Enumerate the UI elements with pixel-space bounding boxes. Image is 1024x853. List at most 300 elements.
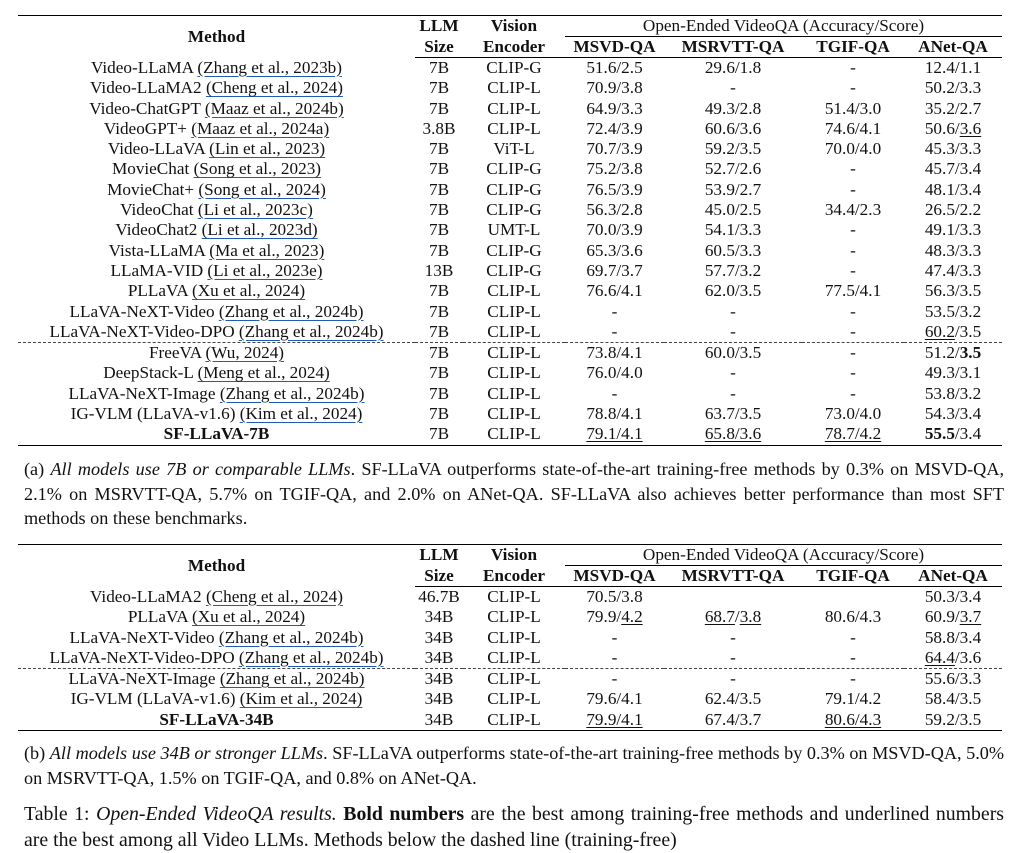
method-name: Vista-LLaMA [108,240,205,260]
method-name-ours: SF-LLaVA-7B [18,424,415,445]
msvd-qa-cell: - [611,321,618,341]
anet-qa-cell: 50.3/3.4 [924,587,982,606]
method-cell [18,343,415,364]
tgif-qa-cell: - [850,363,856,383]
method-cell [18,261,415,281]
msvd-best-value: 79.1/4.1 [586,424,643,444]
vision-encoder-cell: CLIP-L [487,78,541,98]
msrvtt-qa-cell: 29.6/1.8 [704,58,762,77]
tgif-qa-cell: - [850,627,856,647]
llm-size-cell: 7B [428,301,450,321]
anet-qa-cell [904,343,1002,364]
msvd-score-best: 4.2 [621,607,643,627]
method-cell [18,628,415,648]
anet-qa-cell [904,322,1002,343]
msvd-accuracy: 79.9/ [586,607,622,627]
vision-encoder-cell: CLIP-L [463,710,565,731]
vision-encoder-cell: CLIP-L [487,321,541,341]
method-cell [18,404,415,424]
msvd-qa-cell: 72.4/3.9 [586,118,643,138]
table-row [18,669,1002,690]
vision-encoder-cell: CLIP-G [486,200,542,220]
method-cell [18,669,415,690]
anet-qa-cell: 45.3/3.3 [924,139,982,159]
anet-qa-cell: 49.1/3.3 [924,220,982,240]
tgif-best-value: 78.7/4.2 [824,424,882,444]
msrvtt-qa-cell: 45.0/2.5 [704,200,762,220]
tgif-qa-cell: - [802,343,904,364]
table-row [18,607,1002,627]
llm-size-cell: 7B [428,281,450,301]
anet-qa-cell: 58.4/3.5 [924,689,982,709]
method-name: VideoChat [120,200,194,220]
msvd-qa-cell: 70.7/3.9 [586,139,643,159]
method-name: Video-LLaMA2 [90,586,202,606]
msrvtt-qa-header: MSRVTT-QA [664,37,802,58]
msvd-qa-cell: - [611,627,618,647]
vision-encoder-cell: CLIP-L [487,647,541,667]
msrvtt-qa-cell: - [664,669,802,690]
llm-size-cell: 7B [428,363,450,383]
llm-size-cell: 7B [428,98,450,118]
vision-encoder-cell: CLIP-L [487,607,541,627]
method-name: LLaMA-VID [110,260,204,280]
tgif-qa-cell: - [850,58,856,77]
tgif-qa-cell [802,424,904,445]
msvd-qa-cell: - [611,383,618,403]
vision-encoder-cell: ViT-L [493,139,535,159]
caption-b-italic: All models use 34B or stronger LLMs [49,743,324,763]
llm-size-cell: 7B [428,220,450,240]
llm-size-cell: 34B [424,647,454,667]
msvd-qa-cell: 76.5/3.9 [586,179,643,199]
vision-encoder-cell: CLIP-L [487,363,541,383]
anet-qa-cell: 53.5/3.2 [924,301,982,321]
tgif-best-value: 80.6/4.3 [824,709,882,729]
method-name-ours: SF-LLaVA-34B [18,710,415,731]
llm-size-cell: 7B [428,404,450,424]
table-row [18,363,1002,383]
method-name: IG-VLM (LLaVA-v1.6) [70,404,236,424]
tgif-qa-cell: 77.5/4.1 [824,281,882,301]
citation-link[interactable]: (Zhang et al., 2024b) [219,669,365,689]
msvd-qa-cell: 70.0/3.9 [586,220,643,240]
msrvtt-qa-cell: 60.6/3.6 [704,118,762,138]
table-caption-italic: Open-Ended VideoQA results. [96,803,337,825]
vision-encoder-cell: CLIP-L [487,281,541,301]
llm-size-cell: 7B [428,240,450,260]
tgif-qa-cell: - [850,301,856,321]
llm-size-cell: 34B [415,669,463,690]
table-row [18,159,1002,179]
msvd-qa-header: MSVD-QA [565,37,664,58]
tgif-qa-cell: - [850,260,856,280]
citation-link[interactable]: (Li et al., 2023d) [201,220,318,240]
msvd-qa-cell [565,424,664,445]
anet-qa-cell [904,424,1002,445]
tgif-qa-cell [802,710,904,731]
anet-score-best: 3.7 [959,607,982,627]
llm-size-cell: 34B [424,627,454,647]
caption-b [24,741,1004,790]
msrvtt-qa-cell: - [730,647,736,667]
msrvtt-qa-cell: 59.2/3.5 [704,139,762,159]
msvd-qa-cell: - [611,301,618,321]
msvd-qa-cell: 78.8/4.1 [586,404,643,424]
citation-link[interactable]: (Meng et al., 2024) [197,363,330,383]
vision-encoder-cell: CLIP-L [487,404,541,424]
anet-qa-cell [904,607,1002,627]
tgif-qa-cell: 79.1/4.2 [824,689,882,709]
tgif-qa-header: TGIF-QA [802,566,904,587]
tgif-qa-cell: 34.4/2.3 [824,200,882,220]
method-cell [18,363,415,383]
method-name: FreeVA [148,343,202,363]
anet-qa-cell: 53.8/3.2 [924,383,982,403]
msvd-qa-cell: - [611,647,618,667]
method-cell [18,200,415,220]
llm-size-cell: 34B [424,607,454,627]
tgif-qa-cell: 73.0/4.0 [824,404,882,424]
method-cell [18,139,415,159]
msvd-qa-cell: 70.5/3.8 [586,587,643,606]
tgif-qa-cell: - [850,159,856,179]
tgif-qa-cell: - [850,78,856,98]
anet-qa-cell [904,648,1002,669]
msrvtt-score-best: 3.8 [739,607,762,627]
llm-size-cell: 7B [428,139,450,159]
msrvtt-qa-cell: 63.7/3.5 [704,404,762,424]
msvd-qa-cell: 76.0/4.0 [586,363,643,383]
llm-size-cell: 7B [428,159,450,179]
llm-size-cell: 7B [428,200,450,220]
citation-link[interactable]: (Xu et al., 2024) [192,607,306,627]
vision-encoder-cell: CLIP-L [487,689,541,709]
citation-link[interactable]: (Wu, 2024) [205,343,285,363]
method-name: MovieChat+ [107,179,195,199]
llm-size-cell: 13B [424,260,454,280]
anet-qa-cell [904,119,1002,139]
table-caption [24,801,1004,853]
llm-size-cell: 3.8B [422,118,456,138]
table-caption-bold: Bold numbers [343,803,465,825]
msrvtt-qa-cell [664,607,802,627]
msrvtt-accuracy-best: 68.7 [704,607,735,627]
vision-encoder-cell: CLIP-G [486,260,542,280]
anet-qa-cell: 59.2/3.5 [904,710,1002,731]
anet-score: /3.6 [954,647,982,667]
vision-encoder-header-line1: Vision [463,545,565,566]
anet-qa-cell: 35.2/2.7 [924,98,982,118]
tgif-qa-cell: 70.0/4.0 [824,139,882,159]
method-cell [18,302,415,322]
anet-accuracy: 60.9/ [924,607,960,627]
citation-link[interactable]: (Li et al., 2023e) [207,260,323,280]
method-name: Video-LLaMA2 [90,78,202,98]
citation-link[interactable]: (Ma et al., 2023) [209,240,325,260]
anet-score: /3.5 [954,321,982,341]
llm-size-cell: 7B [428,383,450,403]
vision-encoder-cell: CLIP-G [486,240,542,260]
anet-qa-cell: 54.3/3.4 [924,404,982,424]
llm-size-header-line2: Size [415,37,463,58]
vision-encoder-cell: CLIP-L [463,424,565,445]
msrvtt-qa-header: MSRVTT-QA [664,566,802,587]
msrvtt-qa-cell [664,587,802,608]
method-name: LLaVA-NeXT-Video-DPO [49,647,235,667]
anet-score: /3.4 [954,424,982,444]
anet-score-best: 3.6 [959,118,982,138]
vision-encoder-cell: CLIP-L [487,301,541,321]
vision-encoder-cell: CLIP-G [486,179,542,199]
table-row [18,281,1002,301]
caption-a-italic: All models use 7B or comparable LLMs [50,459,351,479]
vision-encoder-header-line2: Encoder [463,37,565,58]
tgif-qa-cell [802,587,904,608]
caption-b-prefix: (b) [24,743,50,763]
videoqa-group-header: Open-Ended VideoQA (Accuracy/Score) [565,545,1002,566]
llm-size-cell: 7B [428,321,450,341]
method-name: IG-VLM (LLaVA-v1.6) [70,689,236,709]
msvd-best-value: 79.9/4.1 [586,709,643,729]
method-cell [18,78,415,98]
table-row [18,119,1002,139]
anet-accuracy-best: 55.5 [924,424,955,444]
citation-link[interactable]: (Song et al., 2023) [193,159,322,179]
table-caption-label: Table 1: [24,803,97,825]
caption-a [24,457,1004,531]
msvd-qa-cell: 79.6/4.1 [586,689,643,709]
tgif-qa-cell: 80.6/4.3 [824,607,882,627]
citation-link[interactable]: (Lin et al., 2023) [209,139,326,159]
tgif-qa-cell: - [850,647,856,667]
vision-encoder-header-line2: Encoder [463,566,565,587]
anet-qa-cell: 45.7/3.4 [924,159,982,179]
vision-encoder-header-line1: Vision [463,16,565,37]
anet-accuracy: 50.6/ [924,118,960,138]
msrvtt-qa-cell: 60.0/3.5 [664,343,802,364]
citation-link[interactable]: (Kim et al., 2024) [239,689,363,709]
llm-size-cell: 7B [428,78,450,98]
table-row [18,648,1002,669]
msvd-qa-cell: 75.2/3.8 [586,159,643,179]
anet-accuracy-best: 64.4 [924,647,955,667]
vision-encoder-cell: CLIP-L [463,343,565,364]
tgif-qa-cell: - [850,220,856,240]
msrvtt-qa-cell [664,424,802,445]
msvd-qa-cell: - [565,669,664,690]
caption-a-prefix: (a) [24,459,51,479]
citation-link[interactable]: (Li et al., 2023c) [197,200,313,220]
llm-size-header-line2: Size [415,566,463,587]
citation-link[interactable]: (Cheng et al., 2024) [205,78,343,98]
table-row [18,628,1002,648]
method-cell [18,159,415,179]
table-row [18,180,1002,200]
msrvtt-best-value: 65.8/3.6 [704,424,762,444]
anet-score-best: 3.5 [959,343,982,363]
anet-qa-header: ANet-QA [904,37,1002,58]
tgif-qa-cell: - [850,321,856,341]
table-row-ours [18,424,1002,445]
citation-link[interactable]: (Maaz et al., 2024a) [191,118,330,138]
vision-encoder-cell: CLIP-L [487,98,541,118]
method-cell [18,689,415,709]
llm-size-cell: 34B [424,689,454,709]
table-row [18,200,1002,220]
table-caption-text: are the best among training-free methods and underlined numbers are the best among all Video LLMs. Methods below the dashed line (training-free) [24,803,1004,851]
msvd-qa-cell: 70.9/3.8 [586,78,643,98]
citation-link[interactable]: (Zhang et al., 2024b) [218,301,364,321]
msrvtt-qa-cell: - [730,321,736,341]
method-name: VideoChat2 [115,220,198,240]
llm-size-cell: 46.7B [418,587,460,606]
method-name: MovieChat [111,159,190,179]
msvd-qa-cell: 64.9/3.3 [586,98,643,118]
vision-encoder-cell: CLIP-L [487,118,541,138]
method-name: PLLaVA [127,281,188,301]
msrvtt-qa-cell: 67.4/3.7 [664,710,802,731]
msvd-qa-cell: 69.7/3.7 [586,260,643,280]
results-table-7b [18,15,1002,446]
table-row-ours [18,710,1002,731]
citation-link[interactable]: (Kim et al., 2024) [239,404,363,424]
table-row [18,587,1002,608]
msrvtt-qa-cell: - [730,78,736,98]
citation-link[interactable]: (Zhang et al., 2023b) [197,57,342,77]
msrvtt-qa-cell: 60.5/3.3 [704,240,762,260]
msrvtt-qa-cell: 62.0/3.5 [704,281,762,301]
method-name: LLaVA-NeXT-Image [68,383,216,403]
method-cell [18,281,415,301]
tgif-qa-cell: 74.6/4.1 [824,118,882,138]
table-row [18,261,1002,281]
vision-encoder-cell: CLIP-G [486,58,542,77]
msvd-qa-header: MSVD-QA [565,566,664,587]
tgif-qa-cell: - [850,240,856,260]
tgif-qa-cell: 51.4/3.0 [824,98,882,118]
msrvtt-qa-cell: - [730,363,736,383]
msrvtt-qa-cell: 53.9/2.7 [704,179,762,199]
citation-link[interactable]: (Maaz et al., 2024b) [204,98,344,118]
anet-qa-cell: 12.4/1.1 [924,58,982,77]
method-name: DeepStack-L [103,363,194,383]
msvd-qa-cell: 65.3/3.6 [586,240,643,260]
anet-qa-cell: 48.3/3.3 [924,240,982,260]
anet-accuracy-best: 60.2 [924,321,955,341]
anet-qa-cell: 26.5/2.2 [924,200,982,220]
citation-link[interactable]: (Zhang et al., 2024b) [219,383,365,403]
tgif-qa-cell: - [850,383,856,403]
msrvtt-qa-cell: 54.1/3.3 [704,220,762,240]
msrvtt-qa-cell: - [730,627,736,647]
method-name: VideoGPT+ [103,118,187,138]
method-cell [18,58,415,79]
llm-size-header-line1: LLM [415,545,463,566]
table-row [18,322,1002,343]
method-name: LLaVA-NeXT-Video [69,627,215,647]
method-name: Video-LLaVA [107,139,205,159]
method-header: Method [18,16,415,58]
table-row [18,99,1002,119]
citation-link[interactable]: (Zhang et al., 2024b) [218,627,364,647]
method-cell [18,607,415,627]
anet-qa-cell: 48.1/3.4 [924,179,982,199]
method-name: LLaVA-NeXT-Image [68,669,216,689]
msvd-qa-cell: 51.6/2.5 [586,58,643,77]
vision-encoder-cell: CLIP-L [487,587,541,606]
method-cell [18,241,415,261]
llm-size-header-line1: LLM [415,16,463,37]
msvd-qa-cell: 76.6/4.1 [586,281,643,301]
anet-qa-cell: 50.2/3.3 [924,78,982,98]
tgif-qa-cell: - [802,669,904,690]
llm-size-cell: 34B [415,710,463,731]
results-table-34b [18,544,1002,731]
anet-accuracy: 51.2/ [924,343,960,363]
msrvtt-qa-cell: 62.4/3.5 [704,689,762,709]
caption-a-text: . SF-LLaVA outperforms state-of-the-art training-free methods by 0.3% on MSVD-QA, 2.1% on MSRVTT-QA, 5.7% on TGIF-QA, and 2.0% on ANet-QA. SF-LLaVA also achieves better performance than most SFT methods on these benchmarks. [24,459,1004,528]
method-name: Video-ChatGPT [89,98,201,118]
table-row [18,302,1002,322]
method-cell [18,99,415,119]
msvd-qa-cell [565,607,664,627]
method-cell [18,322,415,343]
anet-qa-cell: 58.8/3.4 [924,627,982,647]
citation-link[interactable]: (Song et al., 2024) [198,179,326,199]
vision-encoder-cell: CLIP-L [487,627,541,647]
msrvtt-separator: / [734,607,740,627]
table-row [18,241,1002,261]
citation-link[interactable]: (Cheng et al., 2024) [205,586,343,606]
caption-b-text: . SF-LLaVA outperforms state-of-the-art training-free methods by 0.3% on MSVD-QA, 5.0% on MSRVTT-QA, 1.5% on TGIF-QA, and 0.8% on ANet-QA. [24,743,1004,788]
tgif-qa-cell: - [850,179,856,199]
vision-encoder-cell: CLIP-G [486,159,542,179]
method-name: PLLaVA [127,607,188,627]
method-cell [18,119,415,139]
tgif-qa-header: TGIF-QA [802,37,904,58]
vision-encoder-cell: UMT-L [487,220,541,240]
citation-link[interactable]: (Zhang et al., 2024b) [238,647,384,667]
llm-size-cell: 7B [415,424,463,445]
msrvtt-qa-cell: 49.3/2.8 [704,98,762,118]
msvd-qa-cell [565,710,664,731]
llm-size-cell: 7B [428,179,450,199]
table-row [18,404,1002,424]
anet-qa-cell: 56.3/3.5 [924,281,982,301]
method-cell [18,384,415,404]
method-cell [18,587,415,608]
table-row [18,139,1002,159]
method-cell [18,180,415,200]
msvd-qa-cell: 56.3/2.8 [586,200,643,220]
llm-size-cell: 7B [428,58,450,77]
videoqa-group-header: Open-Ended VideoQA (Accuracy/Score) [565,16,1002,37]
anet-qa-header: ANet-QA [904,566,1002,587]
anet-qa-cell: 49.3/3.1 [924,363,982,383]
vision-encoder-cell: CLIP-L [463,669,565,690]
table-row [18,384,1002,404]
method-name: LLaVA-NeXT-Video [69,301,215,321]
citation-link[interactable]: (Zhang et al., 2024b) [238,321,384,341]
msvd-qa-cell: 73.8/4.1 [565,343,664,364]
msrvtt-qa-cell: - [730,301,736,321]
citation-link[interactable]: (Xu et al., 2024) [192,281,306,301]
table-row [18,220,1002,240]
table-row [18,58,1002,79]
table-row [18,78,1002,98]
msrvtt-qa-cell: - [730,383,736,403]
